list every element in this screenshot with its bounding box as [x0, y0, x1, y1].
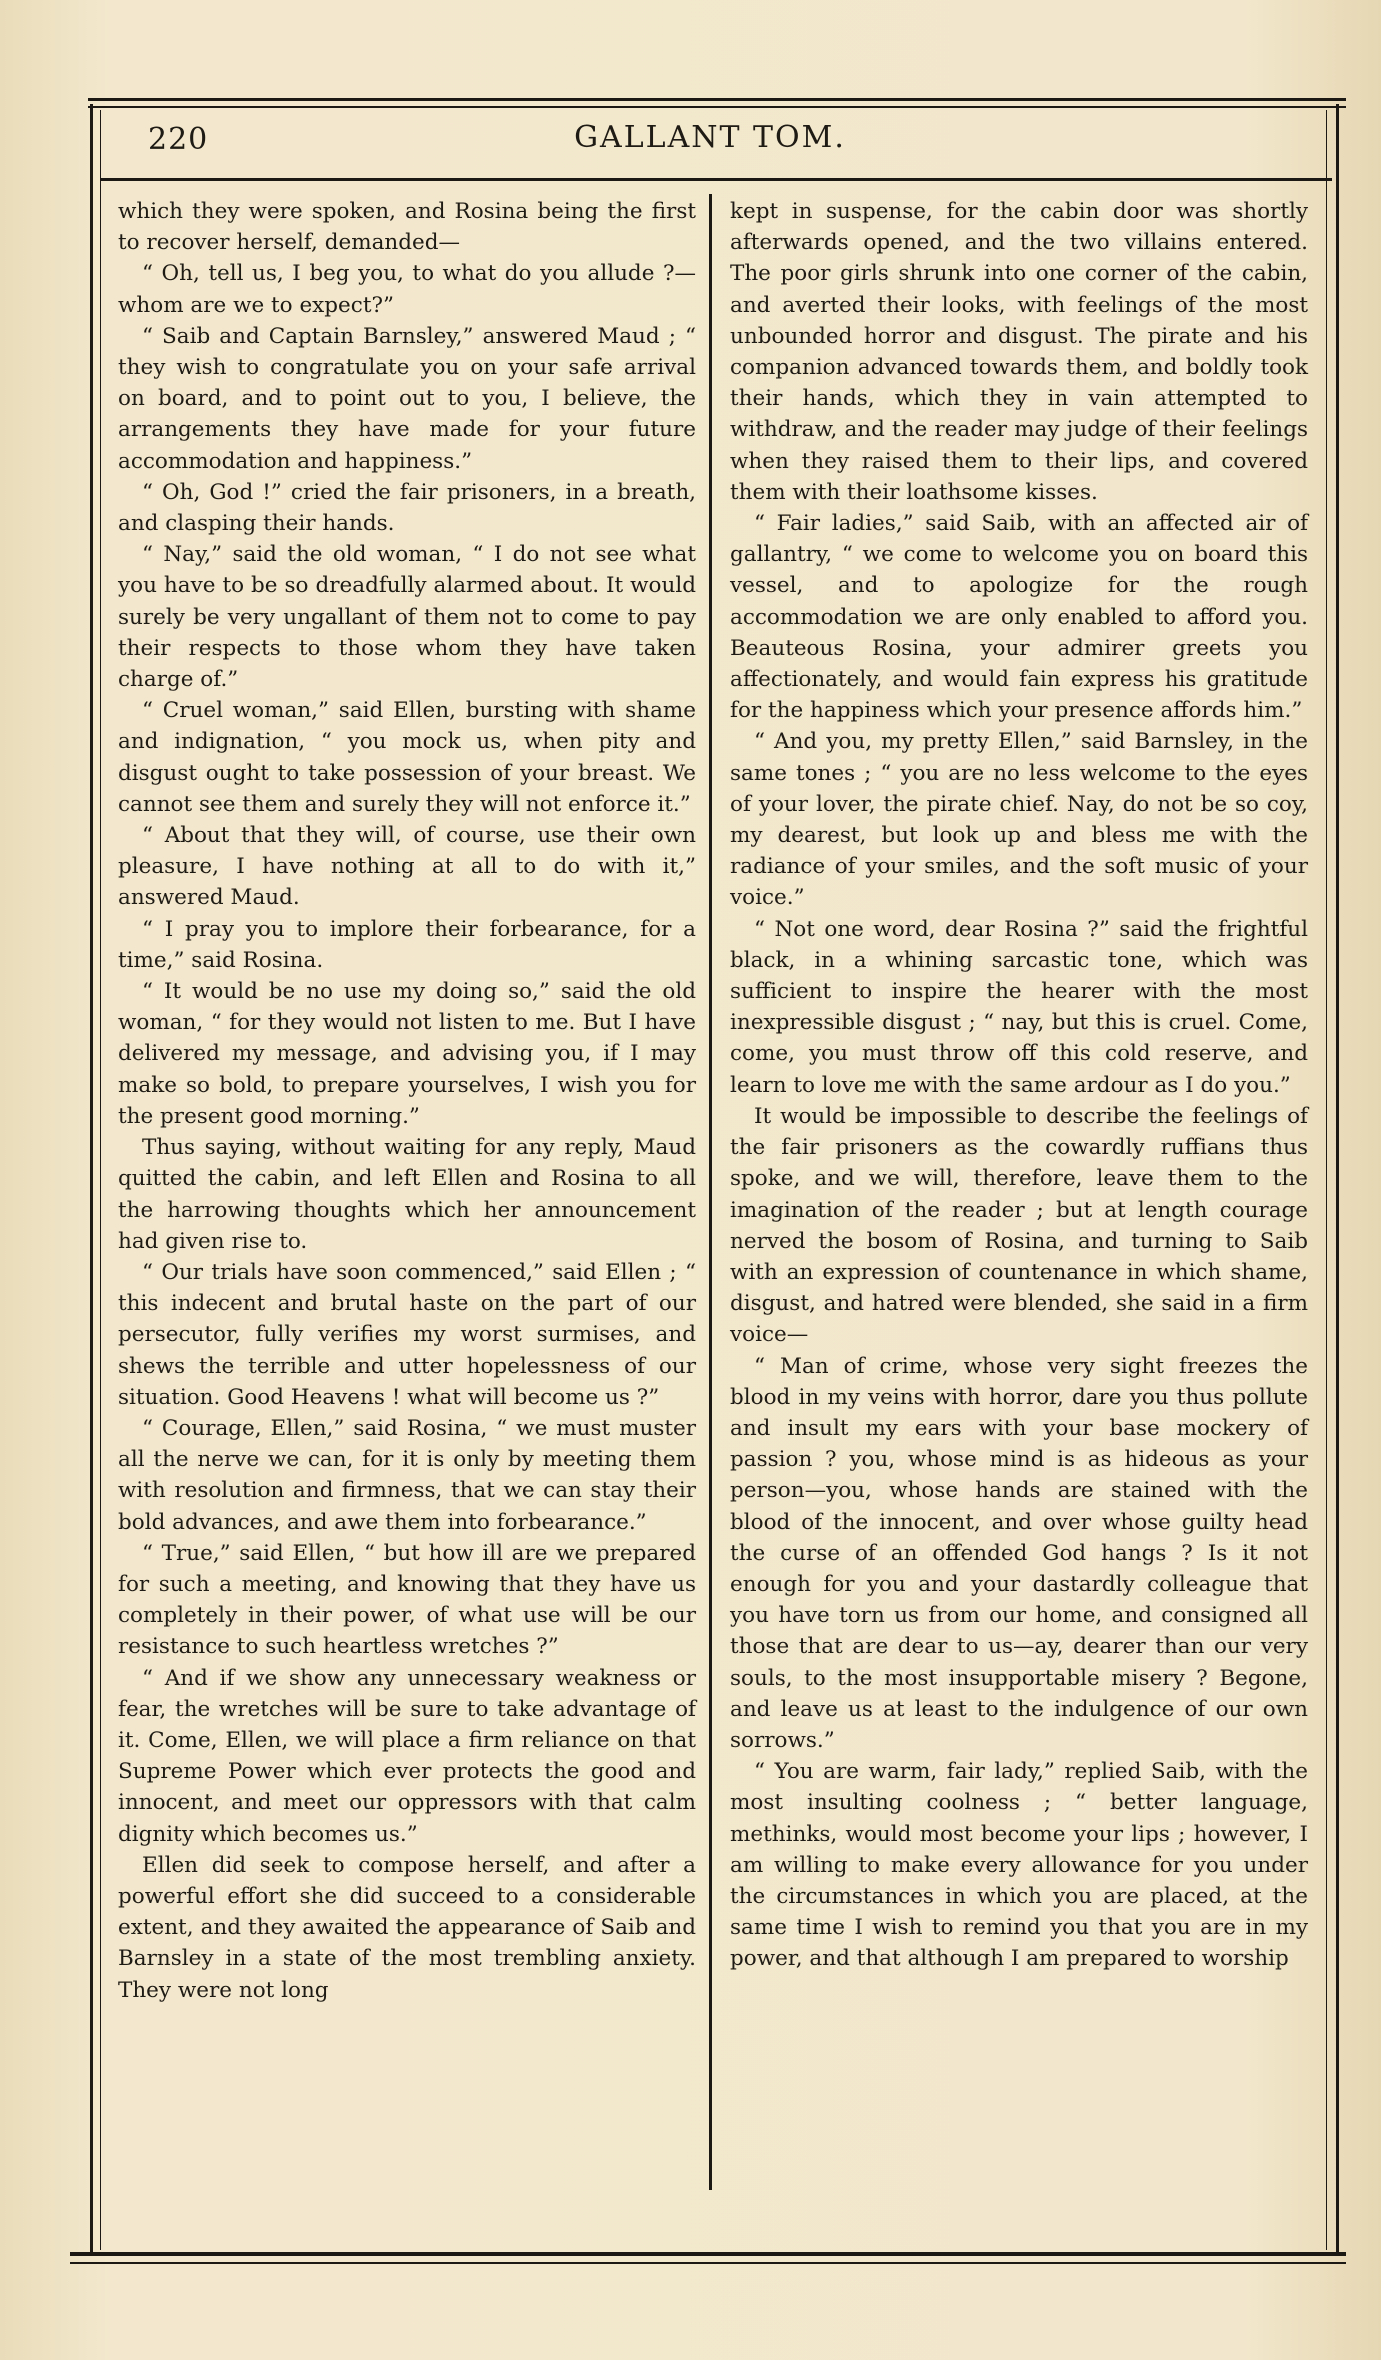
paragraph: Ellen did seek to compose herself, and after a powerful effort she did succeed to a considerable extent, and they awaited the appearance of Saib and Barnsley in a state of the most trembling anxiety. They were not long [118, 1852, 696, 2003]
paragraph: “ About that they will, of course, use their own pleasure, I have nothing at all to do with it,” answered Maud. [118, 823, 696, 911]
right-column [730, 196, 1308, 1975]
bottom-border-rule-thin [70, 2262, 1346, 2264]
paragraph: “ You are warm, fair lady,” replied Saib, with the most insulting coolness ; “ better language, methinks, would most become your lips ; however, I am willing to make every allowance for you under the circumstances in which you are placed, at the same time I wish to remind you that you are in my power, and that although I am prepared to worship [730, 1759, 1308, 1972]
paragraph: It would be impossible to describe the feelings of the fair prisoners as the cowardly ruffians thus spoke, and we will, therefore, leave them to the imagination of the reader ; but at length courage nerved the bosom of Rosina, and turning to Saib with an expression of countenance in which shame, disgust, and hatred were blended, she said in a firm voice— [730, 1103, 1308, 1348]
paragraph: “ Man of crime, whose very sight freezes the blood in my veins with horror, dare you thus pollute and insult my ears with your base mockery of passion ? you, whose mind is as hideous as your person—you, whose hands are stained with the blood of the innocent, and over whose guilty head the curse of an offended God hangs ? Is it not enough for you and your dastardly colleague that you have torn us from our home, and consigned all those that are dear to us—ay, dearer than our very souls, to the most insupportable misery ? Begone, and leave us at least to the indulgence of our own sorrows.” [730, 1353, 1308, 1753]
running-title: GALLANT TOM. [574, 120, 846, 155]
paragraph: “ Cruel woman,” said Ellen, bursting with shame and indignation, “ you mock us, when pity and disgust ought to take possession of your breast. We cannot see them and surely they will not enforce it.” [118, 698, 696, 817]
right-border-rule-thin [1326, 110, 1327, 2250]
left-column [118, 196, 696, 2006]
top-border-rule-thin [88, 106, 1346, 108]
paragraph: “ Oh, God !” cried the fair prisoners, in a breath, and clasping their hands. [118, 479, 696, 537]
paragraph: “ And if we show any unnecessary weakness or fear, the wretches will be sure to take advantage of it. Come, Ellen, we will place a firm reliance on that Supreme Power which ever protects the good and innocent, and meet our oppressors with that calm dignity which becomes us.” [118, 1665, 696, 1847]
paragraph: “ And you, my pretty Ellen,” said Barnsley, in the same tones ; “ you are no less welcome to the eyes of your lover, the pirate chief. Nay, do not be so coy, my dearest, but look up and bless me with the radiance of your smiles, and the soft music of your voice.” [730, 729, 1308, 911]
paragraph: “ Our trials have soon commenced,” said Ellen ; “ this indecent and brutal haste on the part of our persecutor, fully verifies my worst surmises, and shews the terrible and utter hopelessness of our situation. Good Heavens ! what will become us ?” [118, 1259, 696, 1410]
paragraph: Thus saying, without waiting for any reply, Maud quitted the cabin, and left Ellen and Rosina to all the harrowing thoughts which her announcement had given rise to. [118, 1135, 696, 1254]
top-border-rule [88, 98, 1346, 101]
column-divider [709, 194, 712, 2190]
bottom-border-rule [70, 2252, 1346, 2256]
paragraph: “ Courage, Ellen,” said Rosina, “ we must muster all the nerve we can, for it is only by meeting them with resolution and firmness, that we can stay their bold advances, and awe them into forbearance.” [118, 1415, 696, 1535]
left-border-rule [90, 104, 93, 2254]
paragraph: kept in suspense, for the cabin door was shortly afterwards opened, and the two villains entered. The poor girls shrunk into one corner of the cabin, and averted their looks, with feelings of the most unbounded horror and disgust. The pirate and his companion advanced towards them, and boldly took their hands, which they in vain attempted to withdraw, and the reader may judge of their feelings when they raised them to their lips, and covered them with their loathsome kisses. [730, 199, 1308, 505]
paragraph: “ It would be no use my doing so,” said the old woman, “ for they would not listen to me. But I have delivered my message, and advising you, if I may make so bold, to prepare yourselves, I wish you for the present good morning.” [118, 979, 696, 1129]
header-rule [100, 178, 1332, 181]
paragraph: “ Saib and Captain Barnsley,” answered Maud ; “ they wish to congratulate you on your safe arrival on board, and to point out to you, I believe, the arrangements they have made for your future accommodation and happiness.” [118, 323, 696, 474]
paragraph: “ True,” said Ellen, “ but how ill are we prepared for such a meeting, and knowing that they have us completely in their power, of what use will be our resistance to such heartless wretches ?” [118, 1540, 696, 1660]
paragraph: “ Nay,” said the old woman, “ I do not see what you have to be so dreadfully alarmed about. It would surely be very ungallant of them not to come to pay their respects to those whom they have taken charge of.” [118, 542, 696, 693]
paragraph: “ Oh, tell us, I beg you, to what do you allude ?—whom are we to expect?” [118, 261, 696, 318]
right-border-rule [1336, 104, 1339, 2254]
paragraph: “ Not one word, dear Rosina ?” said the frightful black, in a whining sarcastic tone, which was sufficient to inspire the hearer with the most inexpressible disgust ; “ nay, but this is cruel. Come, come, you must throw off this cold reserve, and learn to love me with the same ardour as I do you.” [730, 916, 1308, 1098]
paragraph: “ Fair ladies,” said Saib, with an affected air of gallantry, “ we come to welcome you on board this vessel, and to apologize for the rough accommodation we are only enabled to afford you. Beauteous Rosina, your admirer greets you affectionately, and would fain express his gratitude for the happiness which your presence affords him.” [730, 511, 1308, 724]
paragraph: which they were spoken, and Rosina being the first to recover herself, demanded— [118, 199, 696, 256]
paragraph: “ I pray you to implore their forbearance, for a time,” said Rosina. [118, 916, 696, 973]
left-border-rule-thin [100, 110, 101, 2250]
page-number: 220 [148, 122, 209, 157]
